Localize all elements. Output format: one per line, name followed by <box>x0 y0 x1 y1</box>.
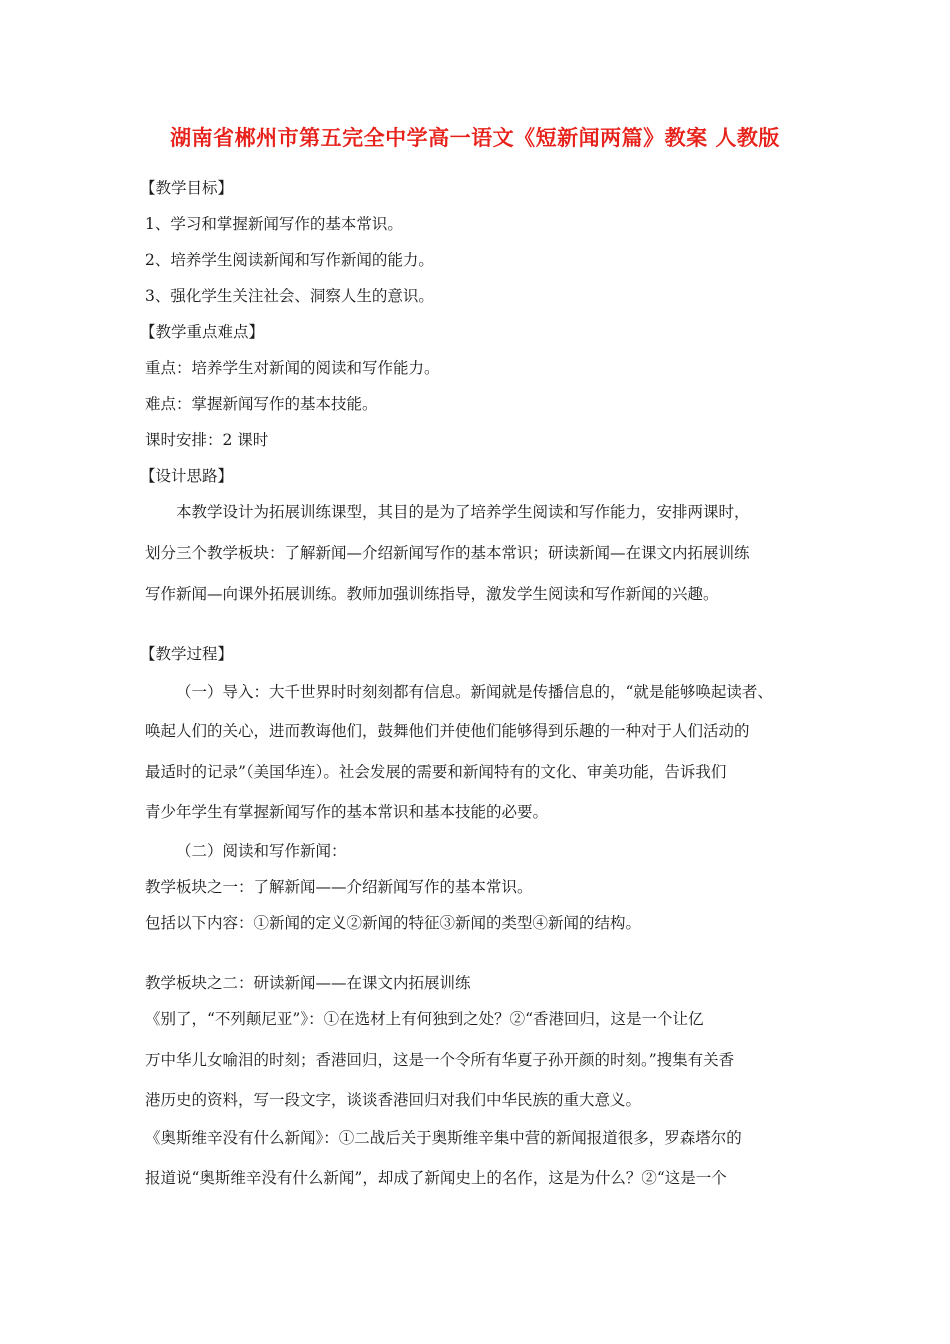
subheading-reading-writing: （二）阅读和写作新闻： <box>176 842 347 860</box>
module-one-content: 包括以下内容：①新闻的定义②新闻的特征③新闻的类型④新闻的结构。 <box>145 914 642 932</box>
paragraph-line: 写作新闻—向课外拓展训练。教师加强训练指导，激发学生阅读和写作新闻的兴趣。 <box>145 585 719 603</box>
section-heading-key-points: 【教学重点难点】 <box>140 323 265 341</box>
module-one-line: 教学板块之一：了解新闻——介绍新闻写作的基本常识。 <box>145 878 533 896</box>
section-heading-process: 【教学过程】 <box>140 645 234 663</box>
paragraph-line: 划分三个教学板块：了解新闻—介绍新闻写作的基本常识；研读新闻—在课文内拓展训练 <box>145 544 750 562</box>
paragraph-line: 万中华儿女喻泪的时刻；香港回归，这是一个令所有华夏子孙开颜的时刻。”搜集有关香 <box>145 1051 735 1069</box>
paragraph-line: （一）导入：大千世界时时刻刻都有信息。新闻就是传播信息的，“就是能够唤起读者、 <box>176 683 773 701</box>
schedule-line: 课时安排：2 课时 <box>145 431 269 449</box>
module-two-line: 教学板块之二：研读新闻——在课文内拓展训练 <box>145 974 471 992</box>
objective-item-1: 1、学习和掌握新闻写作的基本常识。 <box>145 215 403 233</box>
paragraph-line: 《别了，“不列颠尼亚”》：①在选材上有何独到之处？②“香港回归，这是一个让亿 <box>145 1010 704 1028</box>
objective-item-2: 2、培养学生阅读新闻和写作新闻的能力。 <box>145 251 434 269</box>
paragraph-line: 报道说“奥斯维辛没有什么新闻”，却成了新闻史上的名作，这是为什么？②“这是一个 <box>145 1169 727 1187</box>
paragraph-line: 《奥斯维辛没有什么新闻》：①二战后关于奥斯维辛集中营的新闻报道很多，罗森塔尔的 <box>145 1129 742 1147</box>
paragraph-line: 本教学设计为拓展训练课型，其目的是为了培养学生阅读和写作能力，安排两课时， <box>176 503 750 521</box>
section-heading-objectives: 【教学目标】 <box>140 179 234 197</box>
section-heading-design: 【设计思路】 <box>140 467 234 485</box>
key-point-line: 重点：培养学生对新闻的阅读和写作能力。 <box>145 359 440 377</box>
objective-item-3: 3、强化学生关注社会、洞察人生的意识。 <box>145 287 434 305</box>
paragraph-line: 唤起人们的关心，进而教诲他们，鼓舞他们并使他们能够得到乐趣的一种对于人们活动的 <box>145 722 750 740</box>
paragraph-line: 港历史的资料，写一段文字，谈谈香港回归对我们中华民族的重大意义。 <box>145 1091 642 1109</box>
paragraph-line: 青少年学生有掌握新闻写作的基本常识和基本技能的必要。 <box>145 803 549 821</box>
document-title: 湖南省郴州市第五完全中学高一语文《短新闻两篇》教案 人教版 <box>170 126 780 150</box>
paragraph-line: 最适时的记录”（美国华连）。社会发展的需要和新闻特有的文化、审美功能，告诉我们 <box>145 763 727 781</box>
difficulty-line: 难点：掌握新闻写作的基本技能。 <box>145 395 378 413</box>
